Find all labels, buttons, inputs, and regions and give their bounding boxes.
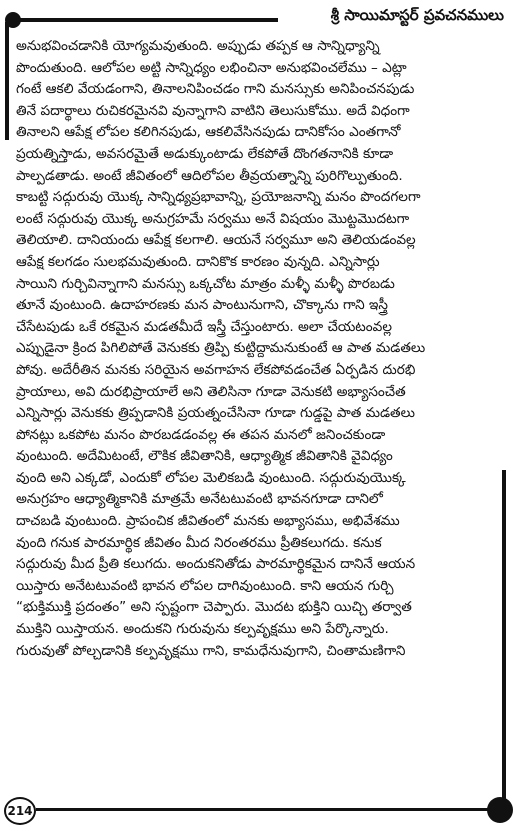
footer-rule [36, 808, 492, 811]
text-line: సద్గురువు మీద ప్రీతి కలుగదు. అందుకనితోడు పారమార్థికమైన దానినే ఆయన [16, 556, 416, 573]
text-line: గంటే ఆకలి వేయడంగాని, తినాలనిపించడం గాని మనస్సుకు అనిపించనపుడు [16, 81, 415, 98]
text-line: లంటే సద్గురువు యొక్క అనుగ్రహమే సర్వము అనే విషయం మొట్టమొదటగా [16, 210, 410, 227]
header-rule [8, 18, 278, 22]
running-header-title: శ్రీ సాయిమాస్టర్ ప్రవచనములు [330, 6, 504, 24]
right-margin-rule [502, 470, 506, 805]
text-line: ఆపేక్ష కలగడం సులభమవుతుంది. దానికొక కారణం వున్నది. ఎన్నిసార్లు [16, 253, 380, 270]
text-line: అనుభవించడానికి యోగ్యమవుతుంది. అప్పుడు తప్పక ఆ సాన్నిధ్యాన్ని [16, 38, 380, 54]
text-line: “భుక్తిముక్తి ప్రదంతం” అని స్పష్టంగా చెప్పారు. మొదట భుక్తిని యిచ్చి తర్వాత [16, 599, 412, 616]
body-text [16, 36, 486, 662]
text-line: పాల్పడతాడు. అంటే జీవితంలో ఆదిలోపల తీవ్రయత్నాన్ని పురిగొల్పుతుంది. [16, 167, 403, 184]
left-margin-rule [5, 22, 9, 140]
text-line: అనుగ్రహం ఆధ్యాత్మికానికి మాత్రమే అనేటటువంటి భావనగూడా దానిలో [16, 491, 383, 508]
text-line: ప్రయత్నిస్తాడు, అవసరమైతే అడుక్కుంటాడు లేకపోతే దొంగతనానికి కూడా [16, 145, 394, 162]
text-line: కాబట్టి సద్గురువు యొక్క సాన్నిధ్యప్రభావాన్ని, ప్రయోజనాన్ని మనం పొందగలగా [16, 189, 421, 206]
page-number-badge: 214 [4, 797, 36, 825]
text-line: పోనట్లు ఒకపోట మనం పొరబడడంవల్ల ఈ తపన మనలో జనించకుండా [16, 426, 386, 443]
text-line: వుంది అని ఎక్కడో, ఎందుకో లోపల మెలికబడి వుంటుంది. సద్గురువుయొక్క [16, 469, 406, 486]
text-line: ఎప్పుడైనా క్రింద పిగిలిపోతే వెనుకకు త్రిప్పి కుట్టిద్దామనుకుంటే ఆ పాత మడతలు [16, 340, 426, 357]
text-line: ఎన్నిసార్లు వెనుకకు త్రిప్పడానికి ప్రయత్నంచేసినా గూడా గుడ్డపై పాత మడతలు [16, 405, 415, 422]
text-line: తూనే వుంటుంది. ఉదాహరణకు మన పాంటునుగాని, చొక్కాను గాని ఇస్త్రీ [16, 297, 388, 314]
text-line: వుంది గనుక పారమార్థిక జీవితం మీద నిరంతరము ప్రీతికలుగదు. కనుక [16, 534, 382, 551]
text-line: ప్రాయాలు, అవి దురభిప్రాయాలే అని తెలిసినా గూడా వెనుకటి అభ్యాసంచేత [16, 383, 406, 400]
text-line: సాయిని గుర్చివిన్నాగాని మనస్సు ఒక్కచోట మాత్రం మళ్ళీ మళ్ళీ పొరబడు [16, 275, 395, 292]
text-line: చేసేటపుడు ఒకే రకమైన మడతమీదే ఇస్త్రీ చేస్తుంటారు. అలా చేయటంవల్ల [16, 318, 392, 335]
footer-dot-ornament [487, 797, 513, 823]
text-line: పొందుతుంది. ఆలోపల అట్టి సాన్నిధ్యం లభించినా అనుభవించలేము – ఎట్లా [16, 59, 407, 76]
text-line: గురువుతో పోల్చడానికి కల్పవృక్షము గాని, కామధేనువుగాని, చింతామణిగాని [16, 642, 406, 659]
text-line: తినే పదార్థాలు రుచికరమైనవి వున్నాగాని వాటిని తెలుసుకోము. అదే విధంగా [16, 102, 410, 119]
text-line: వుంటుంది. అదేమిటంటే, లౌకిక జీవితానికి, ఆధ్యాత్మిక జీవితానికి వైవిధ్యం [16, 448, 393, 465]
text-line: దాచబడి వుంటుంది. ప్రాపంచిక జీవితంలో మనకు అభ్యాసము, అభివేశము [16, 513, 400, 530]
text-line: తెలియాలి. దానియందు ఆపేక్ష కలగాలి. ఆయనే సర్వమూ అని తెలియడంవల్ల [16, 232, 416, 249]
text-line: యిస్తారు అనేటటువంటి భావన లోపల దాగివుంటుంది. కాని ఆయన గుర్చి [16, 577, 394, 594]
text-line: ముక్తిని యిస్తాయన. అందుకని గురువును కల్పవృక్షము అని పేర్కొన్నారు. [16, 621, 389, 638]
text-line: తినాలని ఆపేక్ష లోపల కలిగినపుడు, ఆకలివేసినపుడు దానికోసం ఎంతగానో [16, 124, 401, 141]
text-line: పోవు. అదేరీతిన మనకు సరియైన అవగాహన లేకపోవడంచేత ఏర్పడిన దురభి [16, 361, 416, 378]
